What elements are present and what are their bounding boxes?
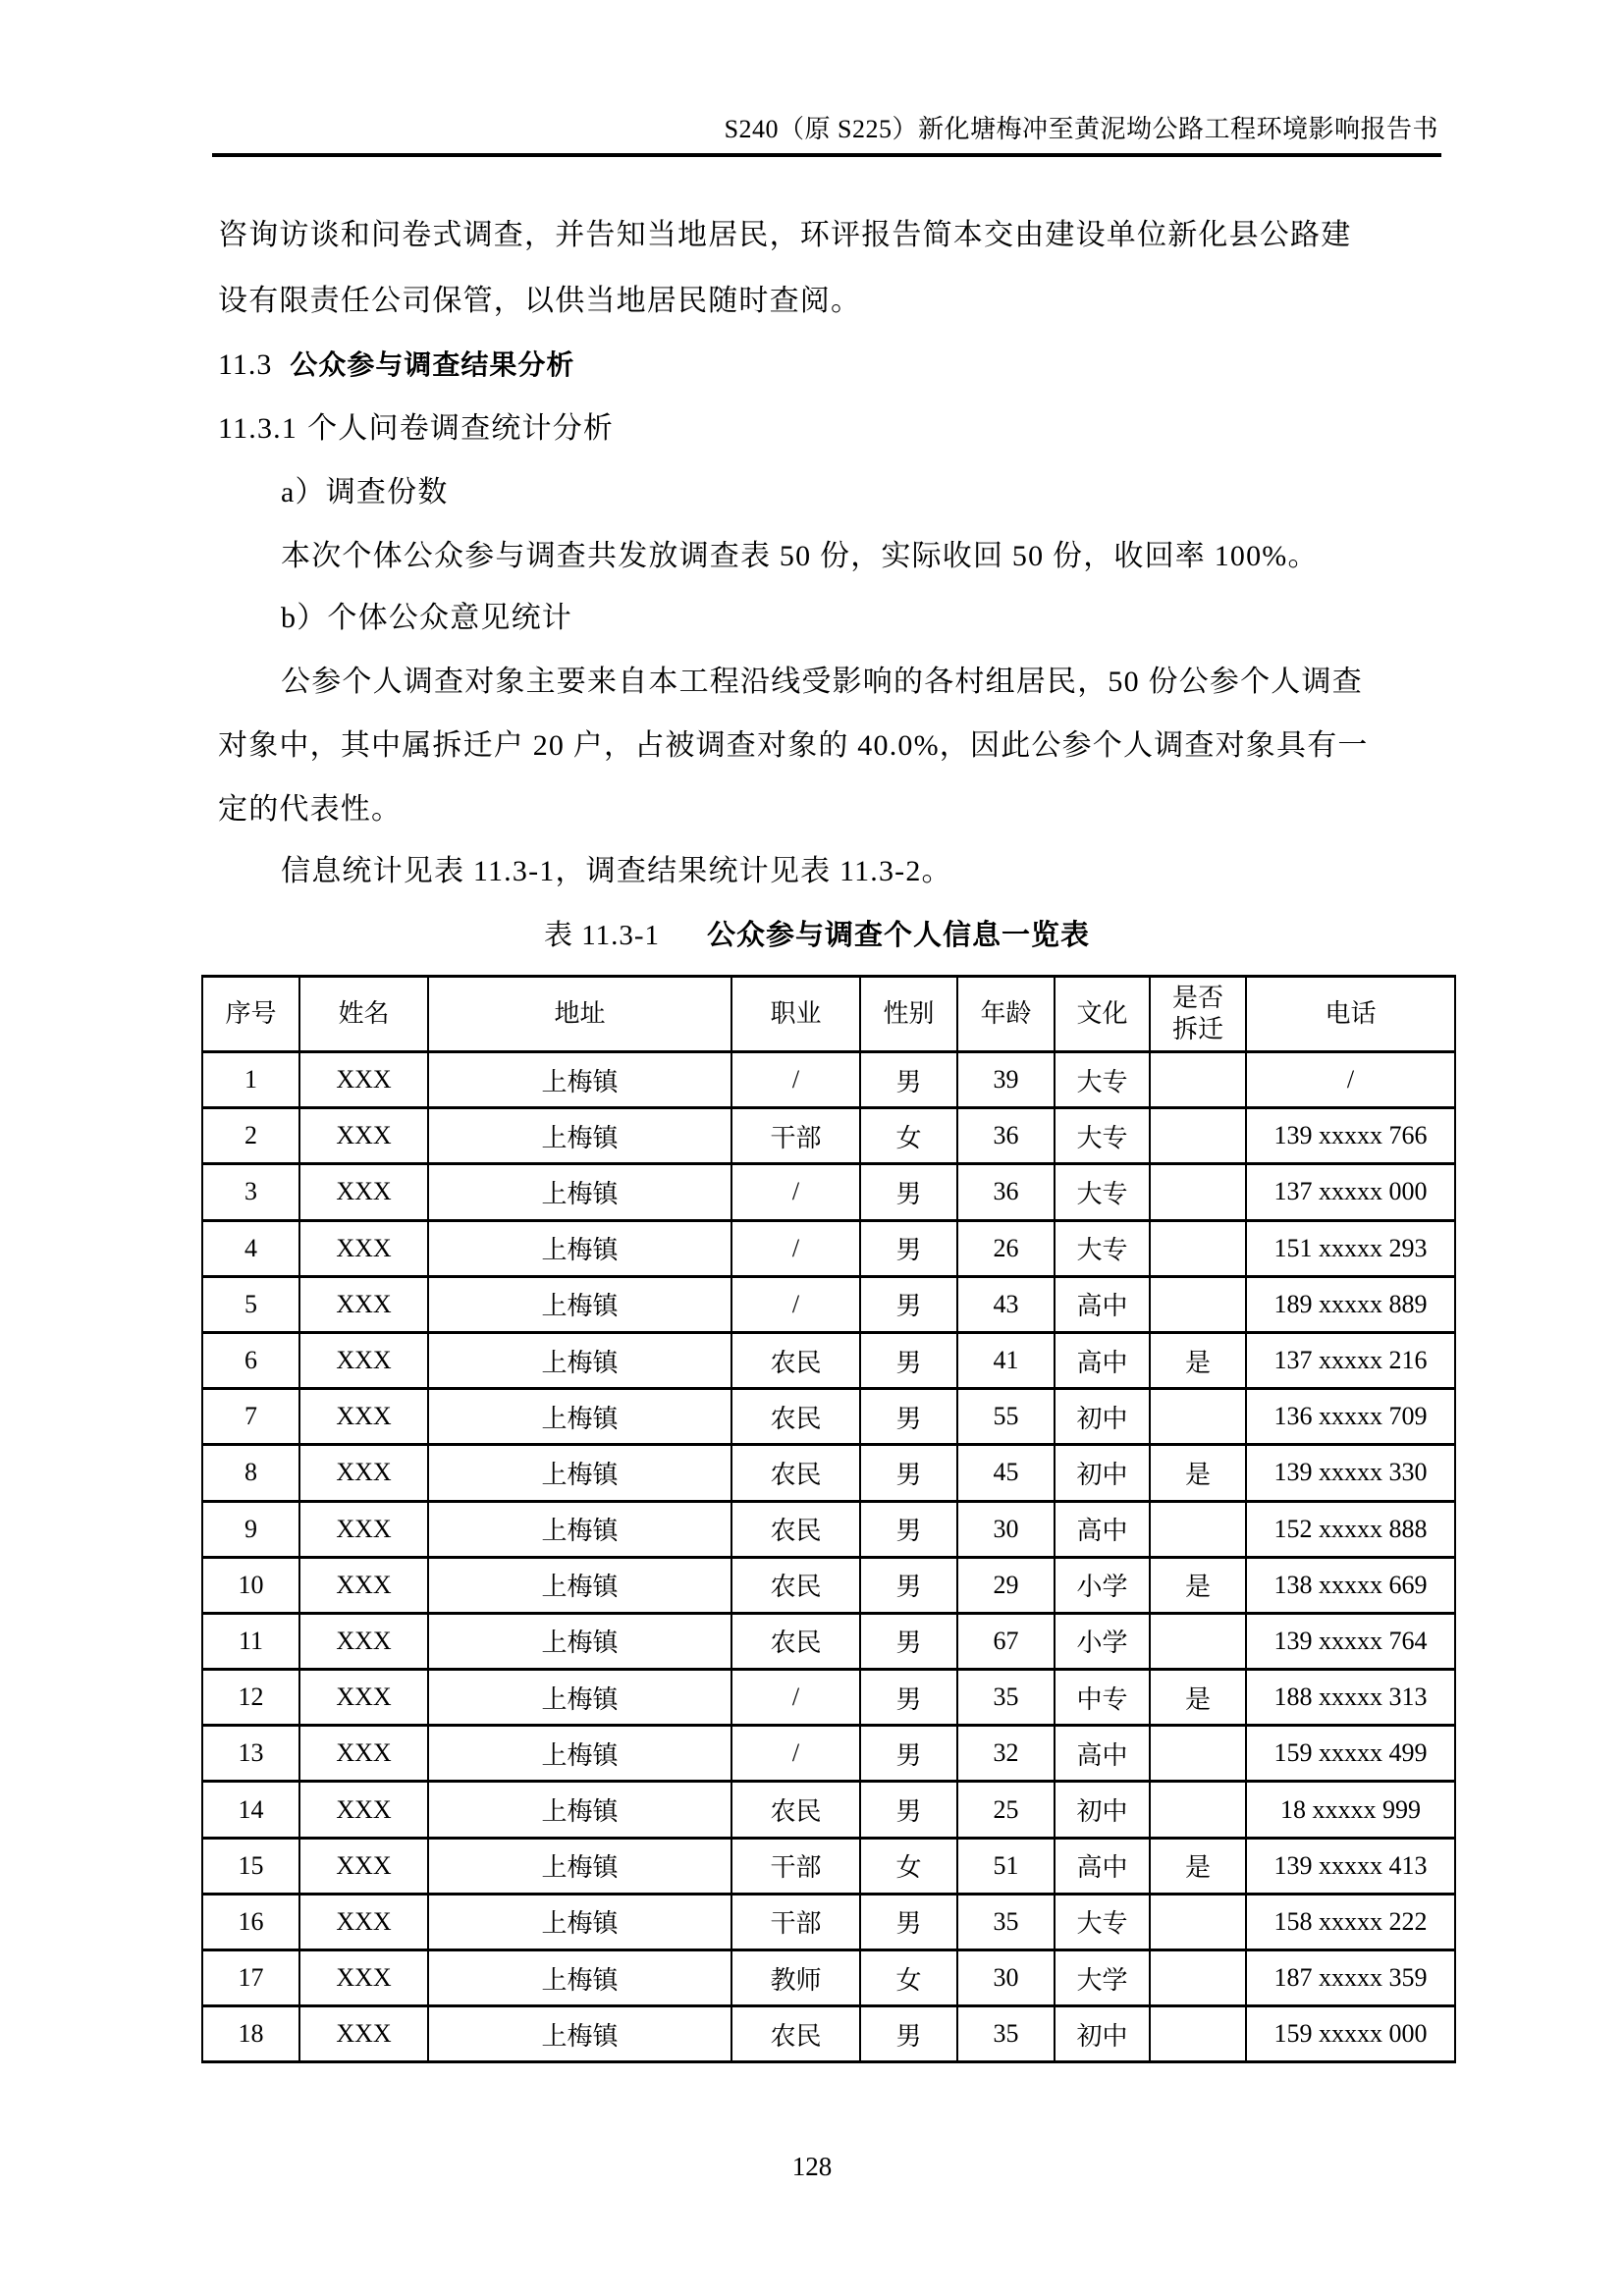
header-address: 地址 xyxy=(428,977,731,1052)
cell-name: XXX xyxy=(299,1052,428,1108)
cell-education: 初中 xyxy=(1055,1445,1150,1501)
cell-age: 43 xyxy=(957,1276,1055,1332)
cell-index: 14 xyxy=(202,1782,299,1838)
cell-address: 上梅镇 xyxy=(428,1670,731,1726)
cell-address: 上梅镇 xyxy=(428,1726,731,1782)
table-row xyxy=(202,1894,1455,1949)
cell-name: XXX xyxy=(299,1445,428,1501)
document-title: S240（原 S225）新化塘梅冲至黄泥坳公路工程环境影响报告书 xyxy=(724,115,1438,143)
table-row xyxy=(202,1950,1455,2006)
cell-education: 大专 xyxy=(1055,1164,1150,1220)
cell-address: 上梅镇 xyxy=(428,1164,731,1220)
header-phone: 电话 xyxy=(1246,977,1455,1052)
table-caption-number: 表 11.3-1 xyxy=(543,920,661,951)
cell-index: 8 xyxy=(202,1445,299,1501)
table-row xyxy=(202,2006,1455,2062)
subsection-title: 个人问卷调查统计分析 xyxy=(307,412,615,445)
cell-occupation: 教师 xyxy=(731,1950,860,2006)
cell-sex: 男 xyxy=(860,2006,957,2062)
page-number: 128 xyxy=(791,2152,833,2181)
cell-sex: 女 xyxy=(860,1108,957,1164)
header-education: 文化 xyxy=(1055,977,1150,1052)
cell-relocated: 是 xyxy=(1150,1445,1246,1501)
cell-index: 17 xyxy=(202,1950,299,2006)
cell-address: 上梅镇 xyxy=(428,1613,731,1669)
table-row xyxy=(202,1726,1455,1782)
paragraph-line: 公参个人调查对象主要来自本工程沿线受影响的各村组居民，50 份公参个人调查 xyxy=(281,666,1363,698)
cell-relocated xyxy=(1150,1950,1246,2006)
cell-address: 上梅镇 xyxy=(428,1501,731,1557)
cell-index: 15 xyxy=(202,1838,299,1894)
table-body xyxy=(202,1052,1455,2062)
cell-name: XXX xyxy=(299,1613,428,1669)
cell-sex: 男 xyxy=(860,1389,957,1445)
cell-age: 41 xyxy=(957,1332,1055,1388)
cell-address: 上梅镇 xyxy=(428,1445,731,1501)
cell-education: 小学 xyxy=(1055,1557,1150,1613)
cell-education: 高中 xyxy=(1055,1332,1150,1388)
cell-sex: 女 xyxy=(860,1838,957,1894)
cell-age: 25 xyxy=(957,1782,1055,1838)
cell-phone: 137 xxxxx 216 xyxy=(1246,1332,1455,1388)
cell-relocated: 是 xyxy=(1150,1670,1246,1726)
cell-index: 10 xyxy=(202,1557,299,1613)
header-relocated-line1: 是否 xyxy=(1171,984,1223,1012)
cell-occupation: 农民 xyxy=(731,1389,860,1445)
cell-name: XXX xyxy=(299,1276,428,1332)
cell-occupation: 农民 xyxy=(731,1445,860,1501)
cell-relocated xyxy=(1150,1613,1246,1669)
cell-address: 上梅镇 xyxy=(428,1389,731,1445)
cell-phone: 159 xxxxx 499 xyxy=(1246,1726,1455,1782)
cell-index: 1 xyxy=(202,1052,299,1108)
cell-age: 29 xyxy=(957,1557,1055,1613)
cell-relocated xyxy=(1150,1501,1246,1557)
cell-age: 39 xyxy=(957,1052,1055,1108)
cell-phone: 18 xxxxx 999 xyxy=(1246,1782,1455,1838)
personal-info-table xyxy=(201,975,1456,2063)
cell-age: 30 xyxy=(957,1950,1055,2006)
cell-index: 18 xyxy=(202,2006,299,2062)
cell-sex: 男 xyxy=(860,1782,957,1838)
cell-name: XXX xyxy=(299,1950,428,2006)
header-sex: 性别 xyxy=(860,977,957,1052)
cell-occupation: / xyxy=(731,1220,860,1276)
cell-age: 35 xyxy=(957,2006,1055,2062)
table-row xyxy=(202,1613,1455,1669)
table-row xyxy=(202,1445,1455,1501)
header-relocated xyxy=(1150,977,1246,1052)
cell-sex: 女 xyxy=(860,1950,957,2006)
cell-occupation: 农民 xyxy=(731,1501,860,1557)
cell-phone: 187 xxxxx 359 xyxy=(1246,1950,1455,2006)
cell-address: 上梅镇 xyxy=(428,1782,731,1838)
cell-education: 高中 xyxy=(1055,1726,1150,1782)
cell-address: 上梅镇 xyxy=(428,1276,731,1332)
cell-phone: 139 xxxxx 764 xyxy=(1246,1613,1455,1669)
cell-address: 上梅镇 xyxy=(428,1557,731,1613)
table-row xyxy=(202,1220,1455,1276)
cell-age: 32 xyxy=(957,1726,1055,1782)
header-name: 姓名 xyxy=(299,977,428,1052)
table-row xyxy=(202,1670,1455,1726)
cell-name: XXX xyxy=(299,1164,428,1220)
table-row xyxy=(202,1108,1455,1164)
cell-name: XXX xyxy=(299,1389,428,1445)
cell-phone: 139 xxxxx 766 xyxy=(1246,1108,1455,1164)
cell-occupation: / xyxy=(731,1052,860,1108)
cell-age: 36 xyxy=(957,1108,1055,1164)
running-header xyxy=(212,110,1441,157)
cell-education: 高中 xyxy=(1055,1501,1150,1557)
table-row xyxy=(202,1782,1455,1838)
cell-sex: 男 xyxy=(860,1332,957,1388)
cell-occupation: 农民 xyxy=(731,1332,860,1388)
subsection-number: 11.3.1 xyxy=(218,412,298,445)
cell-education: 大专 xyxy=(1055,1052,1150,1108)
cell-name: XXX xyxy=(299,2006,428,2062)
cell-relocated xyxy=(1150,1220,1246,1276)
cell-education: 初中 xyxy=(1055,2006,1150,2062)
cell-occupation: 干部 xyxy=(731,1894,860,1949)
cell-index: 2 xyxy=(202,1108,299,1164)
cell-sex: 男 xyxy=(860,1894,957,1949)
cell-phone: 137 xxxxx 000 xyxy=(1246,1164,1455,1220)
item-b-label: b）个体公众意见统计 xyxy=(281,602,572,634)
table-row xyxy=(202,1276,1455,1332)
cell-age: 55 xyxy=(957,1389,1055,1445)
item-a-text: 本次个体公众参与调查共发放调查表 50 份，实际收回 50 份，收回率 100%。 xyxy=(281,540,1319,572)
cell-name: XXX xyxy=(299,1220,428,1276)
cell-age: 36 xyxy=(957,1164,1055,1220)
cell-index: 7 xyxy=(202,1389,299,1445)
table-row xyxy=(202,1389,1455,1445)
header-age: 年龄 xyxy=(957,977,1055,1052)
cell-relocated: 是 xyxy=(1150,1557,1246,1613)
cell-occupation: 干部 xyxy=(731,1108,860,1164)
cell-relocated xyxy=(1150,1276,1246,1332)
cell-index: 6 xyxy=(202,1332,299,1388)
cell-relocated xyxy=(1150,1726,1246,1782)
cell-sex: 男 xyxy=(860,1164,957,1220)
table-row xyxy=(202,1838,1455,1894)
cell-index: 3 xyxy=(202,1164,299,1220)
cell-address: 上梅镇 xyxy=(428,1950,731,2006)
cell-phone: 136 xxxxx 709 xyxy=(1246,1389,1455,1445)
cell-sex: 男 xyxy=(860,1613,957,1669)
cell-sex: 男 xyxy=(860,1220,957,1276)
cell-name: XXX xyxy=(299,1726,428,1782)
cell-name: XXX xyxy=(299,1501,428,1557)
cell-phone: 189 xxxxx 889 xyxy=(1246,1276,1455,1332)
cell-occupation: / xyxy=(731,1670,860,1726)
cell-sex: 男 xyxy=(860,1276,957,1332)
cell-education: 小学 xyxy=(1055,1613,1150,1669)
header-index: 序号 xyxy=(202,977,299,1052)
cell-name: XXX xyxy=(299,1894,428,1949)
cell-sex: 男 xyxy=(860,1557,957,1613)
header-relocated-line2: 拆迁 xyxy=(1171,1015,1223,1043)
cell-sex: 男 xyxy=(860,1052,957,1108)
cell-relocated xyxy=(1150,1782,1246,1838)
cell-name: XXX xyxy=(299,1108,428,1164)
paragraph-line: 设有限责任公司保管，以供当地居民随时查阅。 xyxy=(218,285,862,317)
cell-relocated xyxy=(1150,1894,1246,1949)
section-title: 公众参与调查结果分析 xyxy=(290,348,575,381)
cell-index: 12 xyxy=(202,1670,299,1726)
cell-education: 大学 xyxy=(1055,1950,1150,2006)
header-occupation: 职业 xyxy=(731,977,860,1052)
reference-text: 信息统计见表 11.3-1，调查结果统计见表 11.3-2。 xyxy=(281,855,952,887)
cell-phone: 139 xxxxx 330 xyxy=(1246,1445,1455,1501)
table-row xyxy=(202,1332,1455,1388)
cell-name: XXX xyxy=(299,1782,428,1838)
cell-index: 16 xyxy=(202,1894,299,1949)
cell-occupation: 干部 xyxy=(731,1838,860,1894)
paragraph-line: 定的代表性。 xyxy=(218,793,403,826)
subsection-heading xyxy=(218,409,614,449)
cell-occupation: / xyxy=(731,1726,860,1782)
cell-education: 高中 xyxy=(1055,1276,1150,1332)
table-row xyxy=(202,1164,1455,1220)
cell-address: 上梅镇 xyxy=(428,1894,731,1949)
cell-phone: 152 xxxxx 888 xyxy=(1246,1501,1455,1557)
cell-phone: 159 xxxxx 000 xyxy=(1246,2006,1455,2062)
cell-occupation: 农民 xyxy=(731,1782,860,1838)
cell-name: XXX xyxy=(299,1670,428,1726)
cell-index: 4 xyxy=(202,1220,299,1276)
cell-address: 上梅镇 xyxy=(428,1052,731,1108)
cell-relocated xyxy=(1150,1389,1246,1445)
cell-occupation: / xyxy=(731,1276,860,1332)
paragraph-line: 咨询访谈和问卷式调查，并告知当地居民，环评报告简本交由建设单位新化县公路建 xyxy=(218,219,1352,251)
cell-education: 高中 xyxy=(1055,1838,1150,1894)
cell-phone: 188 xxxxx 313 xyxy=(1246,1670,1455,1726)
cell-name: XXX xyxy=(299,1557,428,1613)
cell-phone: 138 xxxxx 669 xyxy=(1246,1557,1455,1613)
cell-occupation: 农民 xyxy=(731,1613,860,1669)
cell-relocated xyxy=(1150,1108,1246,1164)
cell-relocated: 是 xyxy=(1150,1332,1246,1388)
cell-relocated xyxy=(1150,1164,1246,1220)
cell-address: 上梅镇 xyxy=(428,1220,731,1276)
cell-occupation: / xyxy=(731,1164,860,1220)
cell-name: XXX xyxy=(299,1838,428,1894)
cell-sex: 男 xyxy=(860,1670,957,1726)
cell-index: 5 xyxy=(202,1276,299,1332)
cell-age: 26 xyxy=(957,1220,1055,1276)
cell-relocated xyxy=(1150,1052,1246,1108)
cell-index: 13 xyxy=(202,1726,299,1782)
table-row xyxy=(202,1052,1455,1108)
cell-education: 中专 xyxy=(1055,1670,1150,1726)
cell-occupation: 农民 xyxy=(731,2006,860,2062)
cell-age: 35 xyxy=(957,1670,1055,1726)
cell-address: 上梅镇 xyxy=(428,2006,731,2062)
cell-education: 大专 xyxy=(1055,1220,1150,1276)
cell-relocated: 是 xyxy=(1150,1838,1246,1894)
table-caption-title: 公众参与调查个人信息一览表 xyxy=(707,918,1091,951)
cell-address: 上梅镇 xyxy=(428,1108,731,1164)
cell-phone: 151 xxxxx 293 xyxy=(1246,1220,1455,1276)
cell-age: 30 xyxy=(957,1501,1055,1557)
item-a-label: a）调查份数 xyxy=(281,476,449,508)
paragraph-line: 对象中，其中属拆迁户 20 户，占被调查对象的 40.0%，因此公参个人调查对象具有一 xyxy=(218,729,1369,762)
cell-age: 45 xyxy=(957,1445,1055,1501)
cell-address: 上梅镇 xyxy=(428,1332,731,1388)
cell-age: 35 xyxy=(957,1894,1055,1949)
cell-name: XXX xyxy=(299,1332,428,1388)
cell-index: 11 xyxy=(202,1613,299,1669)
cell-address: 上梅镇 xyxy=(428,1838,731,1894)
table-row xyxy=(202,1501,1455,1557)
cell-index: 9 xyxy=(202,1501,299,1557)
cell-education: 初中 xyxy=(1055,1389,1150,1445)
table-caption xyxy=(0,913,1624,953)
cell-sex: 男 xyxy=(860,1726,957,1782)
cell-occupation: 农民 xyxy=(731,1557,860,1613)
cell-sex: 男 xyxy=(860,1445,957,1501)
cell-age: 67 xyxy=(957,1613,1055,1669)
cell-age: 51 xyxy=(957,1838,1055,1894)
cell-education: 大专 xyxy=(1055,1108,1150,1164)
cell-phone: 158 xxxxx 222 xyxy=(1246,1894,1455,1949)
cell-relocated xyxy=(1150,2006,1246,2062)
cell-phone: / xyxy=(1246,1052,1455,1108)
cell-sex: 男 xyxy=(860,1501,957,1557)
table-row xyxy=(202,1557,1455,1613)
cell-education: 初中 xyxy=(1055,1782,1150,1838)
table-header-row xyxy=(202,977,1455,1052)
section-number: 11.3 xyxy=(218,348,273,381)
section-heading xyxy=(218,346,574,385)
cell-education: 大专 xyxy=(1055,1894,1150,1949)
cell-phone: 139 xxxxx 413 xyxy=(1246,1838,1455,1894)
